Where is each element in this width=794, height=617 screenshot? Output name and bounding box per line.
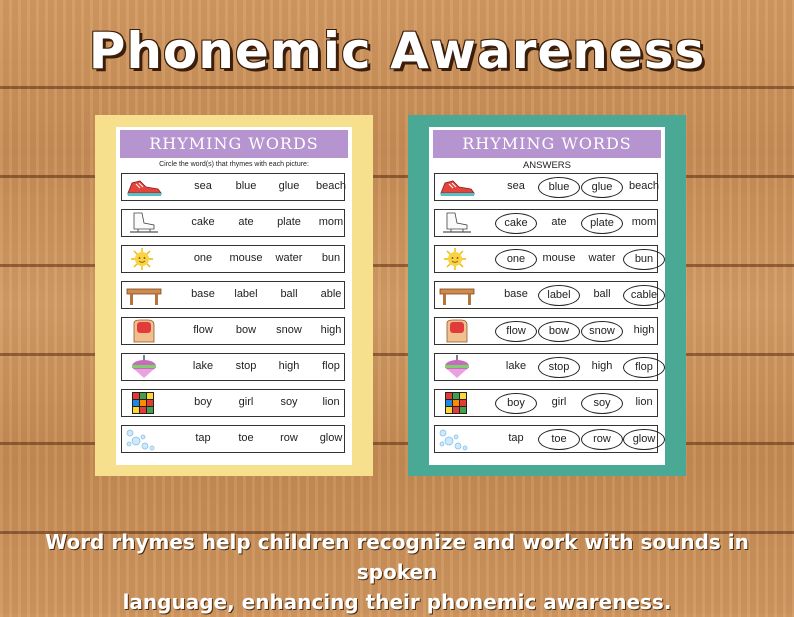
- worksheet-row: [121, 353, 345, 381]
- caption-line-1: Word rhymes help children recognize and work with sounds in spoken: [45, 530, 749, 584]
- circled-word: glow: [623, 429, 665, 450]
- circled-word: stop: [538, 357, 580, 378]
- word-choice[interactable]: beach: [316, 180, 346, 192]
- word-choice[interactable]: girl: [238, 396, 254, 408]
- word-choice[interactable]: bun: [321, 252, 341, 264]
- answer-row: [434, 173, 658, 201]
- word-choice: lake: [505, 360, 527, 372]
- worksheet-row: [121, 245, 345, 273]
- answer-row: [434, 245, 658, 273]
- word-choice[interactable]: mouse: [229, 252, 263, 264]
- word-choice[interactable]: glue: [278, 180, 300, 192]
- circled-word: glue: [581, 177, 623, 198]
- table-icon: [437, 283, 477, 307]
- worksheet-row: [121, 209, 345, 237]
- word-choice[interactable]: cake: [191, 216, 215, 228]
- word-choice[interactable]: glow: [319, 432, 343, 444]
- word-choice: tap: [508, 432, 524, 444]
- circled-word: one: [495, 249, 537, 270]
- word-choice[interactable]: soy: [280, 396, 298, 408]
- word-choice[interactable]: boy: [194, 396, 212, 408]
- circled-word: snow: [581, 321, 623, 342]
- worksheet-sheet: [116, 127, 352, 465]
- spinning-top-icon: [437, 355, 477, 379]
- circled-word: cake: [495, 213, 537, 234]
- word-choice: ate: [551, 216, 567, 228]
- rubiks-cube-icon: [437, 391, 477, 415]
- circled-word: soy: [581, 393, 623, 414]
- worksheet-card: [95, 115, 373, 476]
- answer-row: [434, 317, 658, 345]
- word-choice[interactable]: sea: [194, 180, 212, 192]
- word-choice: water: [588, 252, 616, 264]
- word-choice[interactable]: plate: [277, 216, 301, 228]
- caption-line-2: language, enhancing their phonemic awareness.: [122, 590, 672, 614]
- word-choice[interactable]: bow: [235, 324, 257, 336]
- word-choice[interactable]: stop: [235, 360, 257, 372]
- answer-row: [434, 281, 658, 309]
- sun-icon: [437, 247, 477, 271]
- word-choice: sea: [507, 180, 525, 192]
- word-choice: lion: [635, 396, 653, 408]
- answer-row: [434, 353, 658, 381]
- page-title: Phonemic Awareness: [88, 22, 706, 80]
- word-choice[interactable]: able: [320, 288, 342, 300]
- word-choice: girl: [551, 396, 567, 408]
- word-choice[interactable]: mom: [318, 216, 344, 228]
- toe-icon: [124, 319, 164, 343]
- answer-banner: RHYMING WORDS: [433, 130, 661, 158]
- circled-word: flow: [495, 321, 537, 342]
- answer-subtitle: ANSWERS: [522, 160, 572, 171]
- word-choice[interactable]: row: [280, 432, 298, 444]
- spinning-top-icon: [124, 355, 164, 379]
- toe-icon: [437, 319, 477, 343]
- bubbles-icon: [437, 427, 477, 451]
- word-choice[interactable]: tap: [195, 432, 211, 444]
- bubbles-icon: [124, 427, 164, 451]
- word-choice[interactable]: ball: [280, 288, 298, 300]
- circled-word: boy: [495, 393, 537, 414]
- sneaker-icon: [124, 175, 164, 199]
- word-choice: mom: [631, 216, 657, 228]
- word-choice[interactable]: one: [193, 252, 213, 264]
- word-choice[interactable]: flop: [322, 360, 340, 372]
- word-choice[interactable]: high: [278, 360, 300, 372]
- word-choice[interactable]: high: [320, 324, 342, 336]
- word-choice: beach: [629, 180, 659, 192]
- worksheet-row: [121, 389, 345, 417]
- circled-word: blue: [538, 177, 580, 198]
- worksheet-banner: RHYMING WORDS: [120, 130, 348, 158]
- circled-word: bun: [623, 249, 665, 270]
- answer-sheet: [429, 127, 665, 465]
- word-choice: high: [591, 360, 613, 372]
- worksheet-row: [121, 281, 345, 309]
- circled-word: flop: [623, 357, 665, 378]
- ice-skate-icon: [437, 211, 477, 235]
- word-choice[interactable]: water: [275, 252, 303, 264]
- circled-word: toe: [538, 429, 580, 450]
- answer-row: [434, 389, 658, 417]
- rubiks-cube-icon: [124, 391, 164, 415]
- word-choice[interactable]: label: [234, 288, 258, 300]
- worksheet-row: [121, 317, 345, 345]
- word-choice[interactable]: lake: [192, 360, 214, 372]
- word-choice[interactable]: ate: [238, 216, 254, 228]
- word-choice: ball: [593, 288, 611, 300]
- answer-row: [434, 425, 658, 453]
- worksheet-instruction: Circle the word(s) that rhymes with each picture:: [159, 161, 309, 168]
- word-choice: base: [504, 288, 528, 300]
- word-choice[interactable]: flow: [193, 324, 213, 336]
- word-choice[interactable]: lion: [322, 396, 340, 408]
- sneaker-icon: [437, 175, 477, 199]
- word-choice: mouse: [542, 252, 576, 264]
- circled-word: plate: [581, 213, 623, 234]
- sun-icon: [124, 247, 164, 271]
- answer-row: [434, 209, 658, 237]
- word-choice[interactable]: toe: [238, 432, 254, 444]
- word-choice[interactable]: blue: [235, 180, 257, 192]
- word-choice[interactable]: base: [191, 288, 215, 300]
- circled-word: cable: [623, 285, 665, 306]
- circled-word: label: [538, 285, 580, 306]
- ice-skate-icon: [124, 211, 164, 235]
- word-choice[interactable]: snow: [276, 324, 302, 336]
- worksheet-row: [121, 173, 345, 201]
- worksheet-row: [121, 425, 345, 453]
- word-choice: high: [633, 324, 655, 336]
- caption: [20, 527, 774, 617]
- table-icon: [124, 283, 164, 307]
- answer-card: [408, 115, 686, 476]
- circled-word: bow: [538, 321, 580, 342]
- circled-word: row: [581, 429, 623, 450]
